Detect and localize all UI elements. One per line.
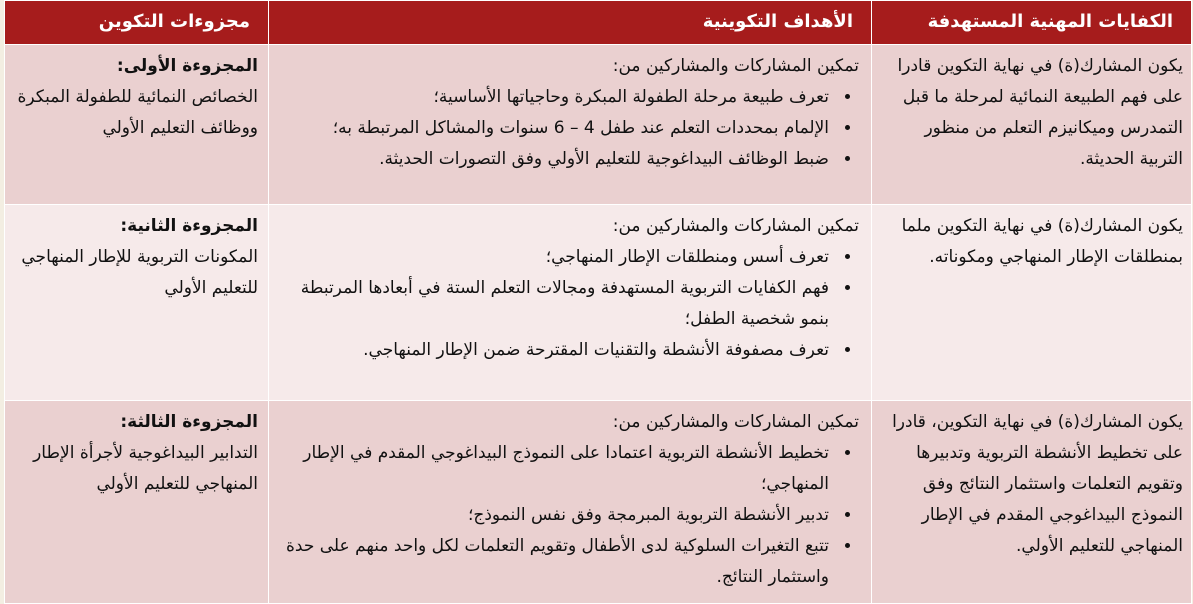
module-cell [5,45,269,205]
objectives-list [279,242,859,366]
objectives-list [279,438,859,593]
list-item: • تعرف أسس ومنطلقات الإطار المنهاجي؛ [279,242,833,273]
module-description: التدابير البيداغوجية لأجرأة الإطار المنهاجي للتعليم الأولي [33,443,258,494]
competency-cell: يكون المشارك(ة) في نهاية التكوين، قادرا على تخطيط الأنشطة التربوية وتدبيرها وتقويم التعلمات واستثمار النتائج وفق النموذج البيداغوجي المقدم في الإطار المنهاجي للتعليم الأولي. [872,401,1192,604]
module-title: المجزوءة الأولى: [116,56,258,76]
module-description: الخصائص النمائية للطفولة المبكرة ووظائف التعليم الأولي [17,87,258,138]
list-item: • تتبع التغيرات السلوكية لدى الأطفال وتقويم التعلمات لكل واحد منهم على حدة واستثمار النتائج. [279,531,833,593]
list-item: • فهم الكفايات التربوية المستهدفة ومجالات التعلم الستة في أبعادها المرتبطة بنمو شخصية الطفل؛ [279,273,833,335]
list-item: • تخطيط الأنشطة التربوية اعتمادا على النموذج البيداغوجي المقدم في الإطار المنهاجي؛ [279,438,833,500]
competency-cell: يكون المشارك(ة) في نهاية التكوين قادرا على فهم الطبيعة النمائية لمرحلة ما قبل التمدرس وميكانيزم التعلم من منظور التربية الحديثة. [872,45,1192,205]
header-objectives: الأهداف التكوينية [269,1,872,45]
list-item: • ضبط الوظائف البيداغوجية للتعليم الأولي وفق التصورات الحديثة. [279,144,833,175]
list-item: • تعرف مصفوفة الأنشطة والتقنيات المقترحة ضمن الإطار المنهاجي. [279,335,833,366]
module-title: المجزوءة الثانية: [120,216,258,236]
table-row [5,45,1192,205]
training-table-frame [4,0,1191,603]
list-item: • تعرف طبيعة مرحلة الطفولة المبكرة وحاجياتها الأساسية؛ [279,82,833,113]
objectives-intro: تمكين المشاركات والمشاركين من: [612,216,859,236]
objectives-intro: تمكين المشاركات والمشاركين من: [612,56,859,76]
objectives-cell [269,401,872,604]
competency-cell: يكون المشارك(ة) في نهاية التكوين ملما بمنطلقات الإطار المنهاجي ومكوناته. [872,205,1192,401]
module-cell [5,401,269,604]
module-description: المكونات التربوية للإطار المنهاجي للتعليم الأولي [21,247,258,298]
training-table [4,0,1192,604]
module-cell [5,205,269,401]
module-title: المجزوءة الثالثة: [120,412,258,432]
list-item: • تدبير الأنشطة التربوية المبرمجة وفق نفس النموذج؛ [279,500,833,531]
table-row [5,205,1192,401]
header-competencies: الكفايات المهنية المستهدفة [872,1,1192,45]
table-header-row [5,1,1192,45]
table-row [5,401,1192,604]
objectives-intro: تمكين المشاركات والمشاركين من: [612,412,859,432]
objectives-list [279,82,859,175]
header-modules: مجزوءات التكوين [5,1,269,45]
objectives-cell [269,205,872,401]
objectives-cell [269,45,872,205]
list-item: • الإلمام بمحددات التعلم عند طفل 4 – 6 سنوات والمشاكل المرتبطة به؛ [279,113,833,144]
